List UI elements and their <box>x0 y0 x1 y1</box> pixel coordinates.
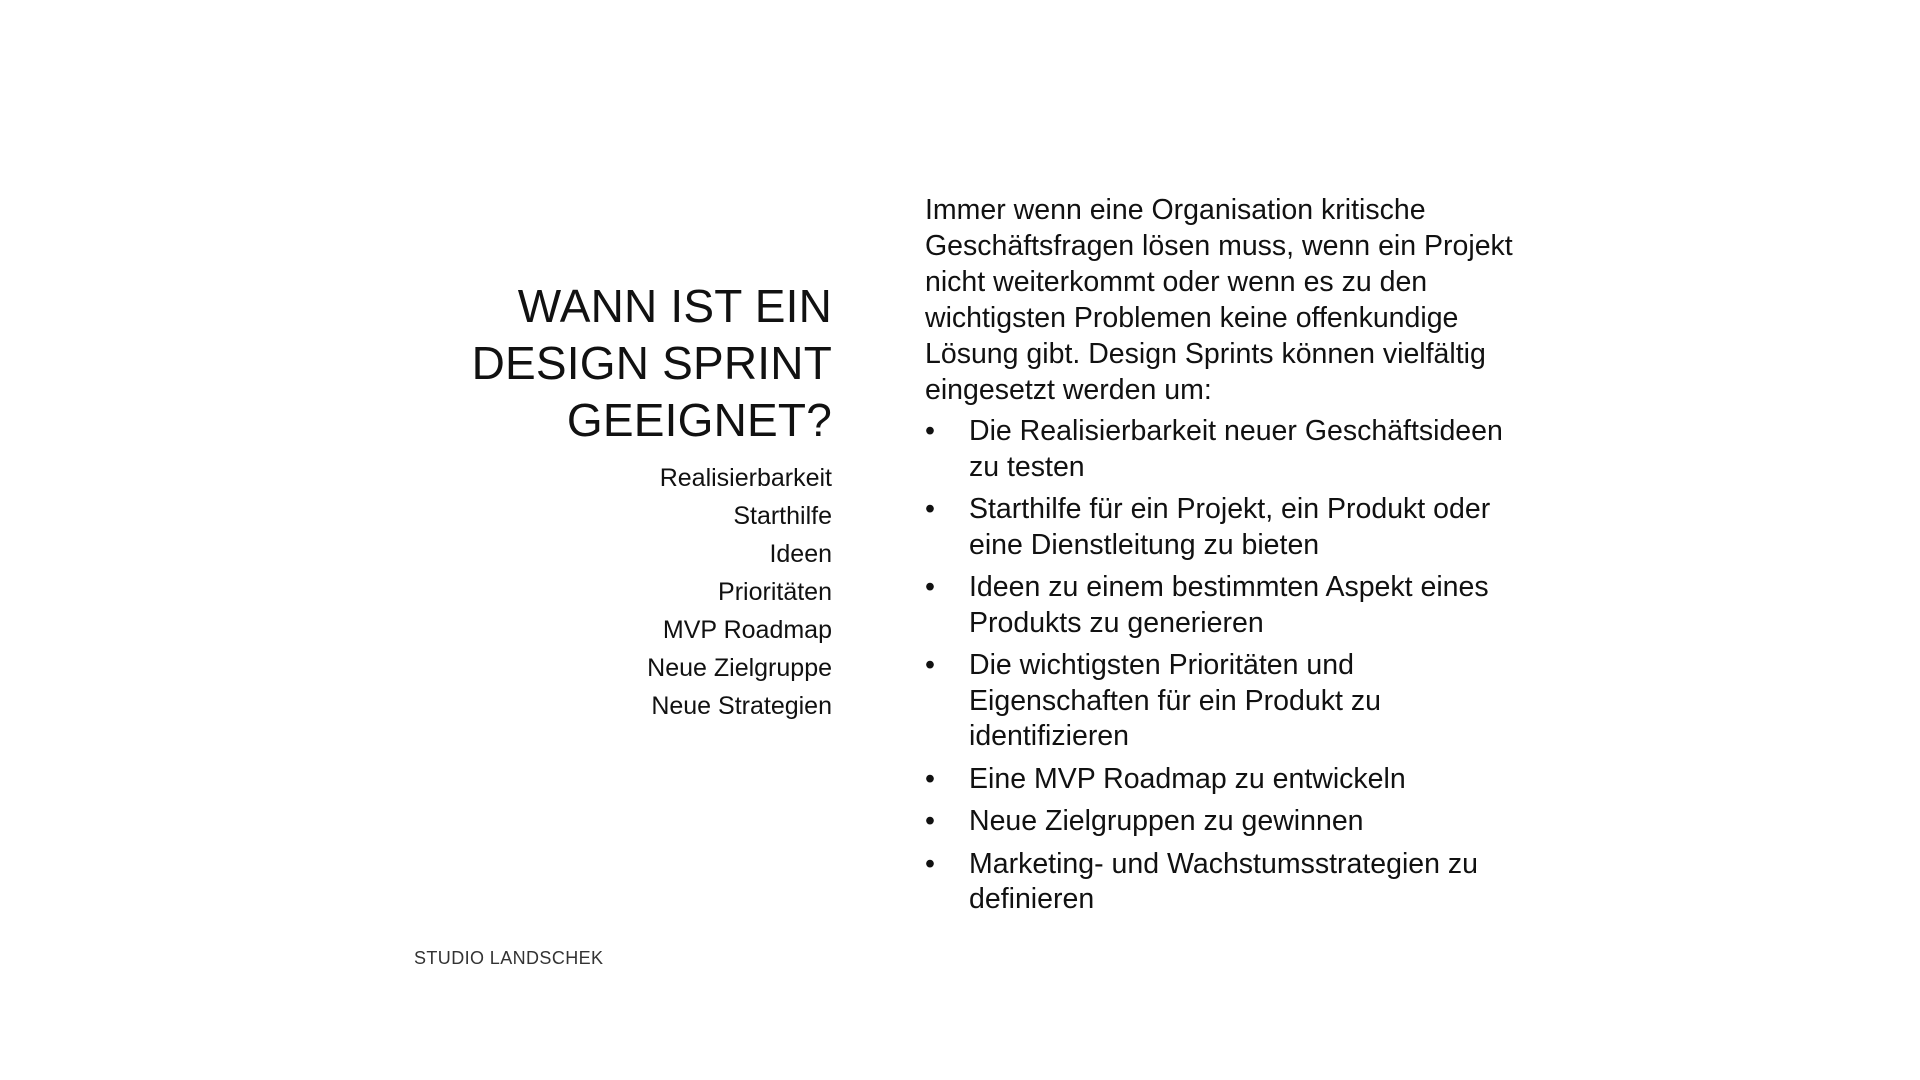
bullet-item <box>925 414 1525 485</box>
title-line-1: WANN IST EIN <box>517 280 832 332</box>
bullet-icon: • <box>925 571 935 603</box>
bullet-text: Neue Zielgruppen zu gewinnen <box>969 805 1364 837</box>
bullet-list <box>925 414 1525 918</box>
bullet-icon: • <box>925 847 935 880</box>
keyword-item: Neue Zielgruppe <box>647 654 832 682</box>
right-column <box>925 192 1525 925</box>
bullet-item <box>925 804 1525 840</box>
slide-title <box>372 278 832 449</box>
bullet-icon: • <box>925 762 935 795</box>
brand-name: STUDIO LANDSCHEK <box>414 948 604 968</box>
bullet-icon: • <box>925 649 935 681</box>
keyword-item: Neue Strategien <box>651 692 832 720</box>
bullet-text: Die Realisierbarkeit neuer Geschäftsideen zu testen <box>969 415 1503 483</box>
bullet-icon: • <box>925 415 935 447</box>
keyword-item: Starthilfe <box>733 502 832 530</box>
bullet-item <box>925 570 1525 641</box>
bullet-item <box>925 762 1525 798</box>
bullet-text: Eine MVP Roadmap zu entwickeln <box>969 762 1406 795</box>
keyword-item: Realisierbarkeit <box>659 464 832 492</box>
bullet-text: Starthilfe für ein Projekt, ein Produkt oder eine Dienstleitung zu bieten <box>969 493 1491 561</box>
bullet-icon: • <box>925 805 935 837</box>
keyword-item: MVP Roadmap <box>662 616 832 644</box>
bullet-item <box>925 847 1525 918</box>
title-line-2: DESIGN SPRINT <box>471 337 832 389</box>
keyword-item: Ideen <box>769 540 832 568</box>
bullet-item <box>925 492 1525 563</box>
bullet-text: Die wichtigsten Prioritäten und Eigenschaften für ein Produkt zu identifizieren <box>969 649 1381 752</box>
bullet-item <box>925 648 1525 755</box>
intro-paragraph: Immer wenn eine Organisation kritische Geschäftsfragen lösen muss, wenn ein Projekt nicht weiterkommt oder wenn es zu den wichtigsten Problemen keine offenkundige Lösung gibt. Design Sprints können vielfältig eingesetzt werden um: <box>925 194 1513 406</box>
keyword-list <box>372 459 832 725</box>
bullet-text: Ideen zu einem bestimmten Aspekt eines Produkts zu generieren <box>969 571 1489 639</box>
keyword-item: Prioritäten <box>718 578 832 606</box>
bullet-text: Marketing- und Wachstumsstrategien zu definieren <box>969 847 1478 915</box>
bullet-icon: • <box>925 493 935 525</box>
title-line-3: GEEIGNET? <box>566 394 832 446</box>
left-column <box>372 278 832 725</box>
